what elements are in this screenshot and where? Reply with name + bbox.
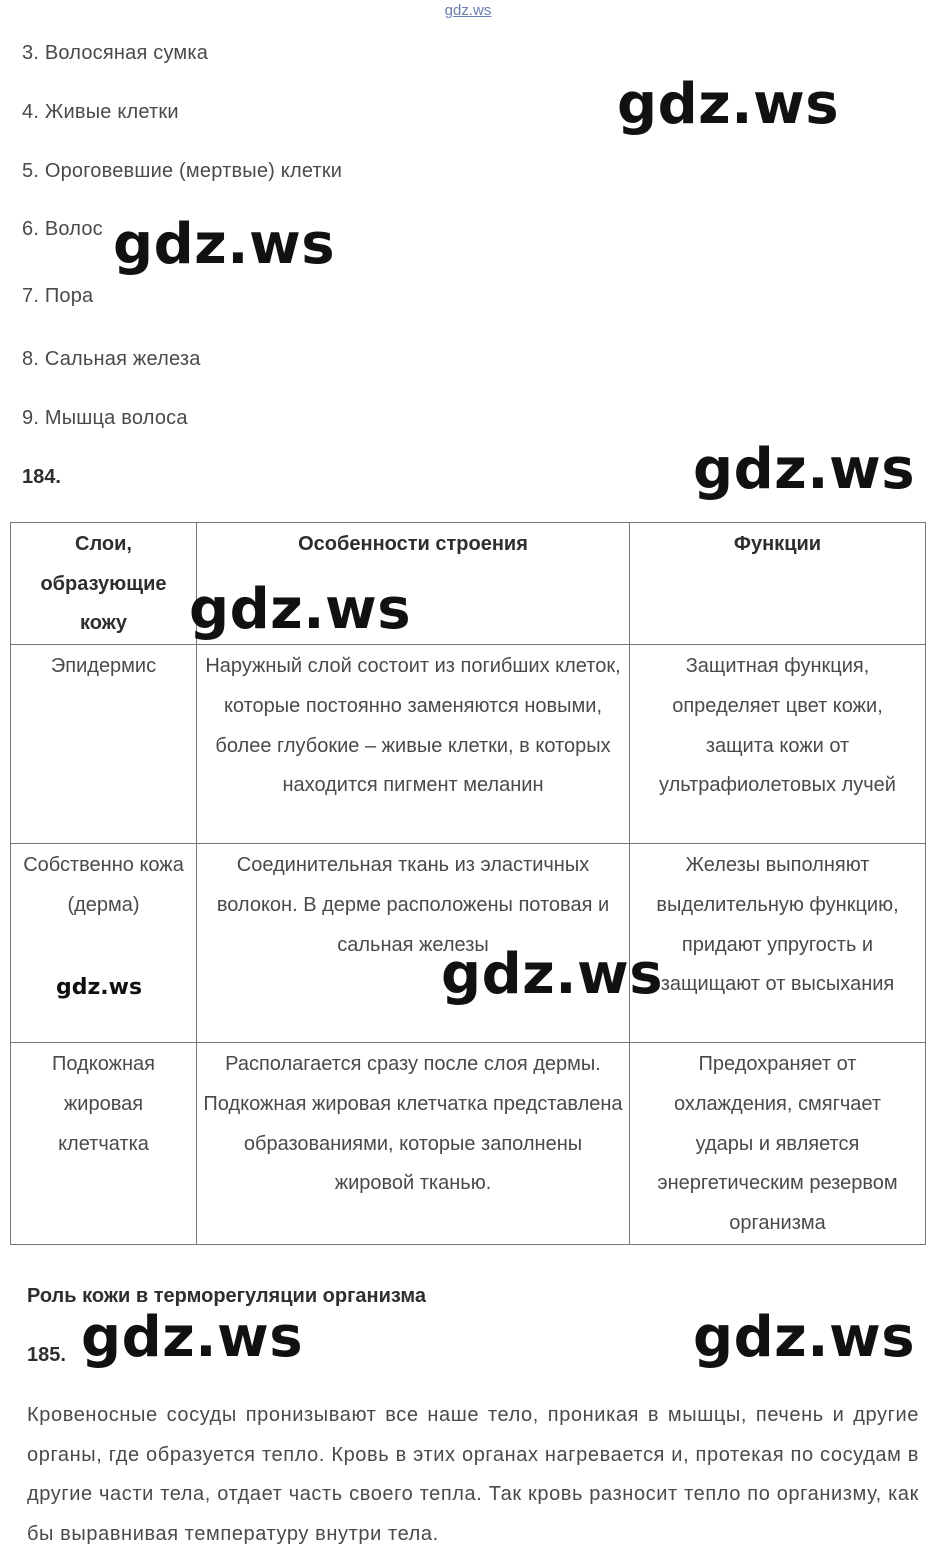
section-title: Роль кожи в терморегуляции организма	[27, 1285, 427, 1307]
list-item: 3. Волосяная сумка	[22, 42, 209, 64]
header-layers: Слои, образующие кожу	[11, 523, 197, 645]
watermark: gdz.ws	[441, 942, 664, 1007]
list-item: 5. Ороговевшие (мертвые) клетки	[22, 160, 343, 182]
watermark: gdz.ws	[693, 1305, 916, 1370]
cell-layer: Эпидермис	[11, 645, 197, 844]
header-structure: Особенности строения	[197, 523, 630, 645]
watermark: gdz.ws	[617, 72, 840, 137]
watermark: gdz.ws	[81, 1305, 304, 1370]
answer-paragraph: Кровеносные сосуды пронизывают все наше тело, проникая в мышцы, печень и другие органы, где образуется тепло. Кровь в этих органах нагревается и, протекая по сосудам в другие части тела, отдает часть своего тепла. Так кровь разносит тепло по организму, как бы выравнивая температуру внутри тела.	[27, 1404, 919, 1546]
watermark-small: gdz.ws	[56, 975, 143, 1000]
list-item: 7. Пора	[22, 285, 94, 307]
task-number-185: 185.	[27, 1344, 66, 1366]
header-functions: Функции	[630, 523, 926, 645]
table-row	[11, 645, 926, 844]
cell-structure: Соединительная ткань из эластичных волокон. В дерме расположены потовая и сальная железы	[197, 844, 630, 1043]
skin-layers-table	[10, 522, 926, 1245]
top-watermark-link[interactable]: gdz.ws	[444, 2, 492, 19]
list-item: 9. Мышца волоса	[22, 407, 188, 429]
cell-structure: Располагается сразу после слоя дермы. Подкожная жировая клетчатка представлена образованиями, которые заполнены жировой тканью.	[197, 1043, 630, 1245]
cell-layer: Собственно кожа (дерма)	[11, 844, 197, 1043]
watermark: gdz.ws	[693, 437, 916, 502]
cell-function: Защитная функция, определяет цвет кожи, защита кожи от ультрафиолетовых лучей	[630, 645, 926, 844]
table-row	[11, 1043, 926, 1245]
list-item: 8. Сальная железа	[22, 348, 201, 370]
watermark: gdz.ws	[189, 577, 412, 642]
cell-function: Железы выполняют выделительную функцию, придают упругость и защищают от высыхания	[630, 844, 926, 1043]
cell-function: Предохраняет от охлаждения, смягчает удары и является энергетическим резервом организма	[630, 1043, 926, 1245]
task-number-184: 184.	[22, 466, 61, 488]
watermark: gdz.ws	[113, 212, 336, 277]
table-header-row	[11, 523, 926, 645]
cell-structure: Наружный слой состоит из погибших клеток, которые постоянно заменяются новыми, более глубокие – живые клетки, в которых находится пигмент меланин	[197, 645, 630, 844]
list-item: 4. Живые клетки	[22, 101, 179, 123]
cell-layer: Подкожная жировая клетчатка	[11, 1043, 197, 1245]
list-item: 6. Волос	[22, 218, 103, 240]
